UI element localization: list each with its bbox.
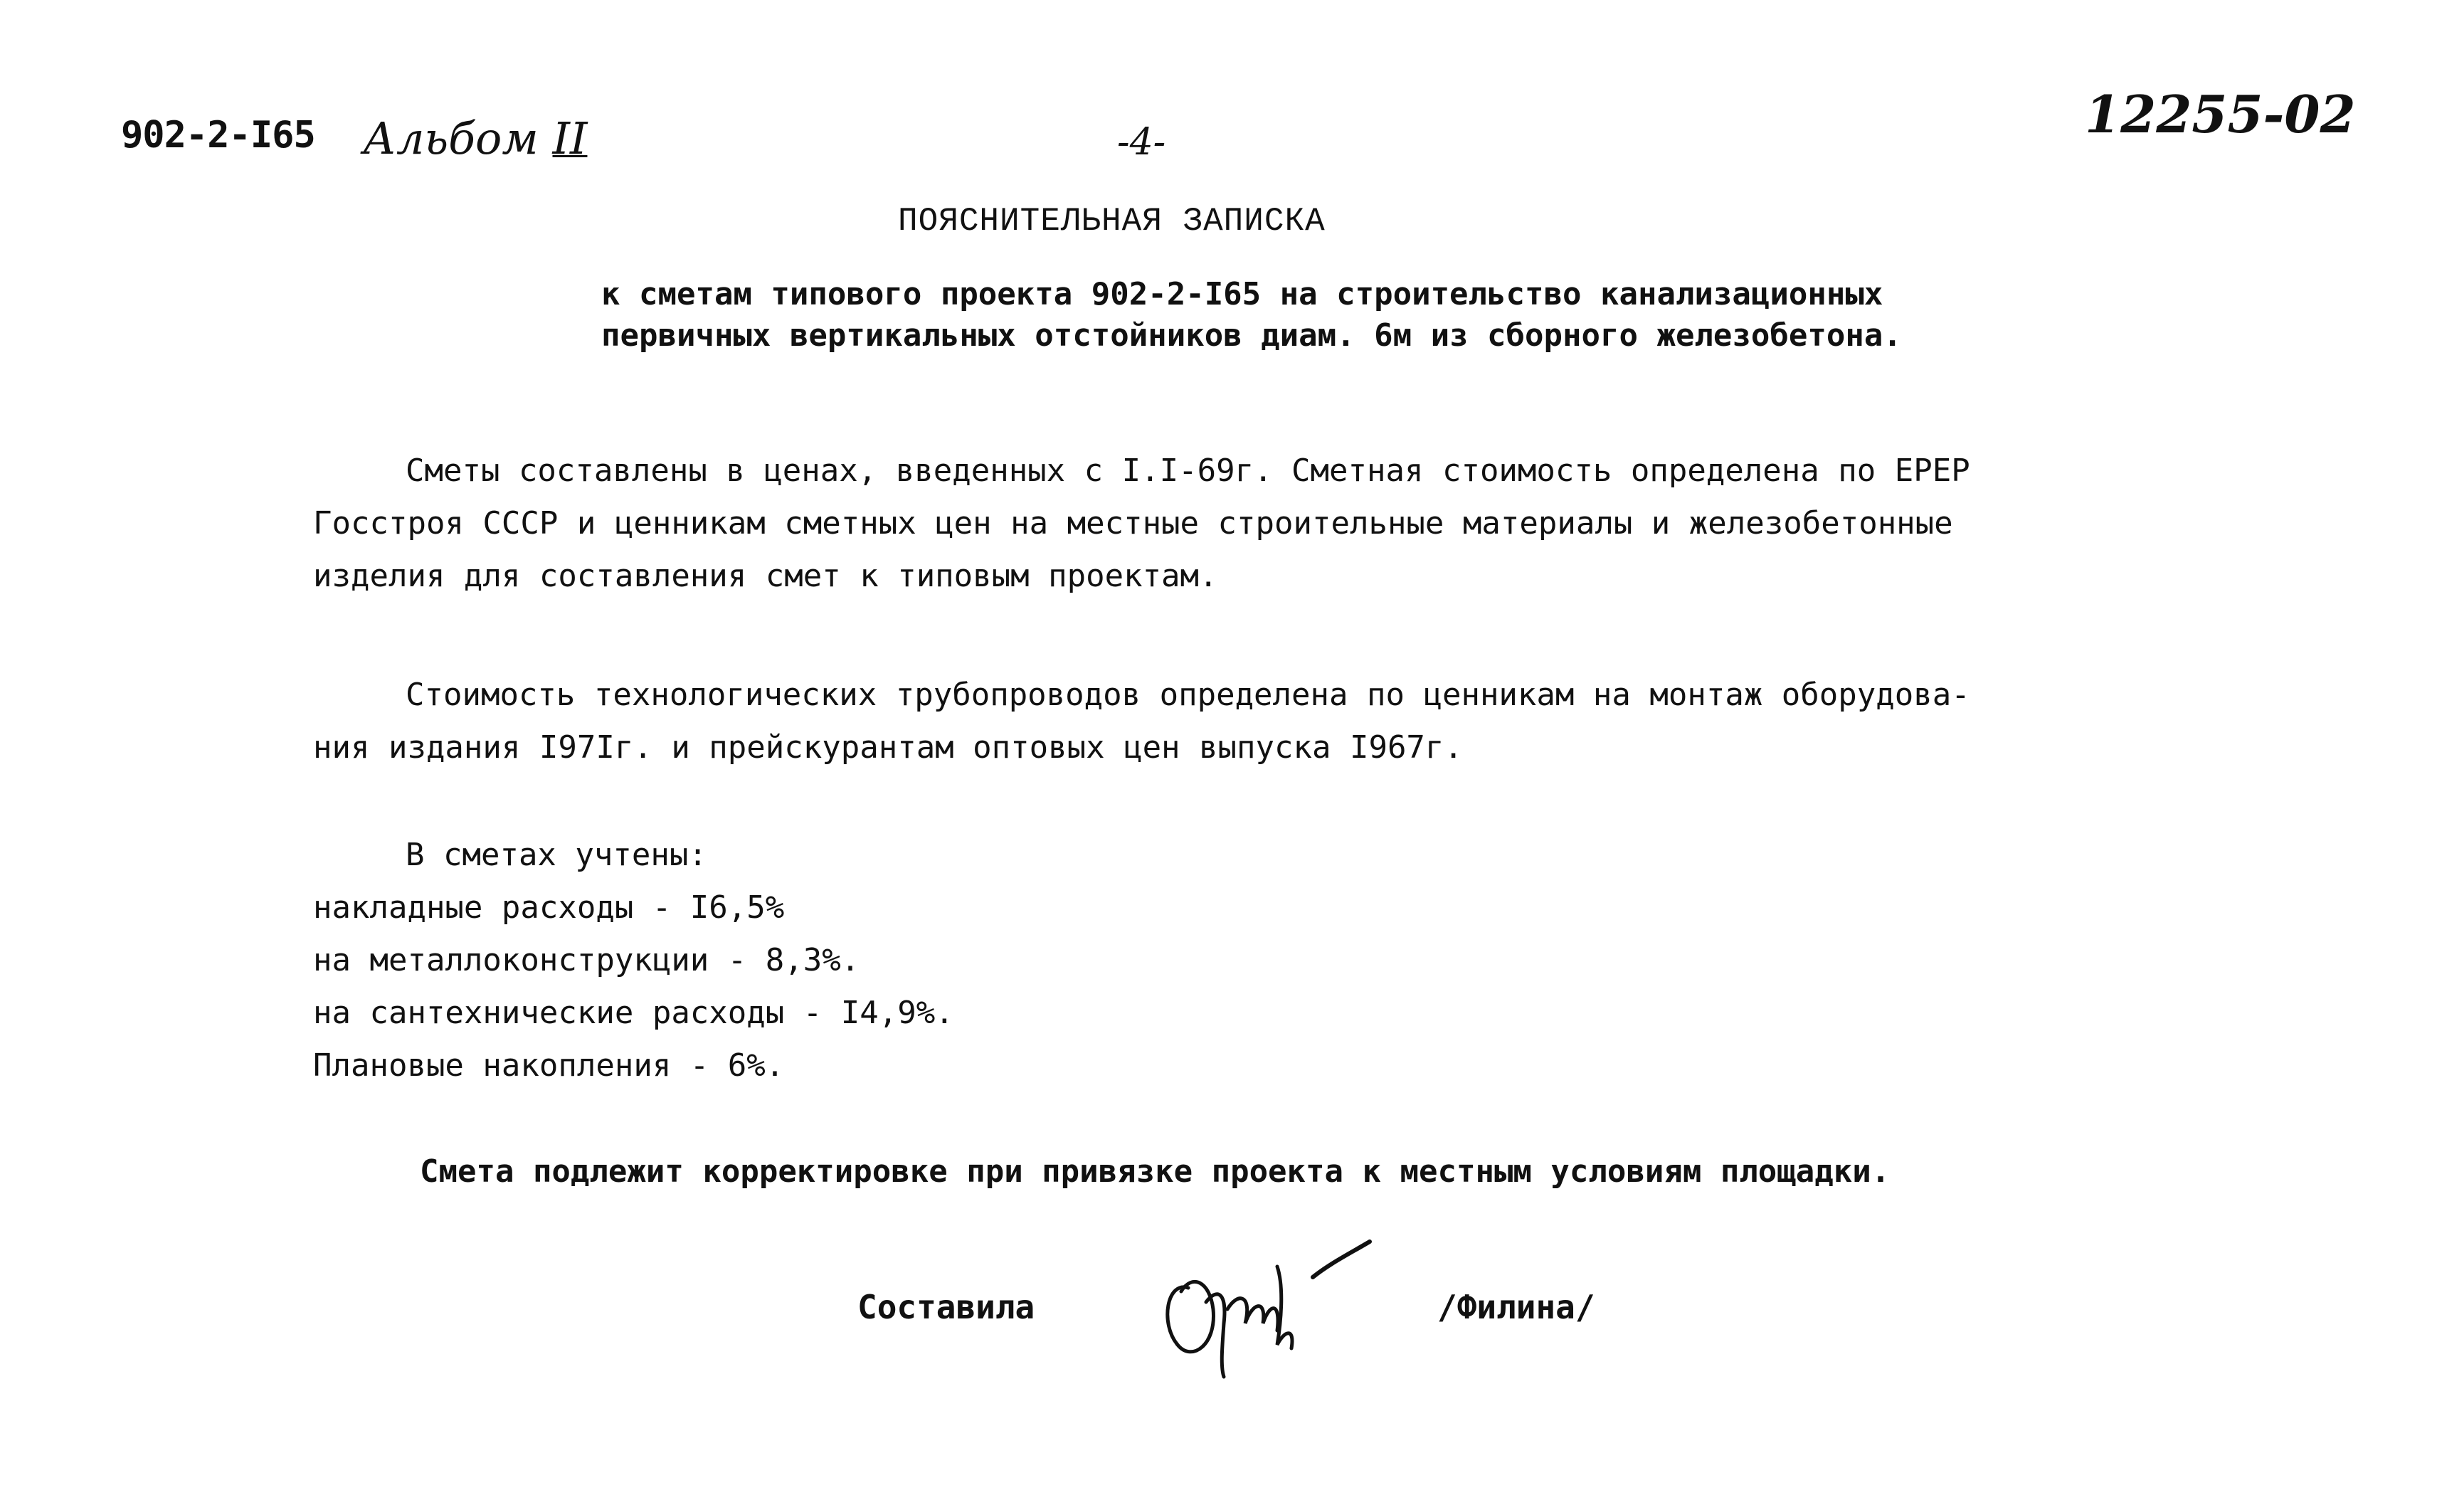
handwritten-signature xyxy=(1138,1224,1395,1395)
list-intro: В сметах учтены: xyxy=(406,837,707,873)
correction-note: Смета подлежит корректировке при привязке проекта к местным условиям площадки. xyxy=(420,1153,1891,1190)
sheet-code: 12255-02 xyxy=(2085,84,2356,144)
album-label xyxy=(363,112,587,164)
signature-label: Составила xyxy=(857,1288,1035,1326)
paragraph-pipelines xyxy=(313,669,1970,774)
subtitle xyxy=(601,274,1902,356)
paragraph-line: ния издания I97Iг. и прейскурантам оптовых цен выпуска I967г. xyxy=(313,729,1463,766)
signatory-name: /Филина/ xyxy=(1437,1288,1595,1326)
paragraph-line: Сметы составлены в ценах, введенных с I.I-69г. Сметная стоимость определена по ЕРЕР xyxy=(406,453,1970,489)
album-word: Альбом xyxy=(363,112,539,164)
list-item: на металлоконструкции - 8,3%. xyxy=(313,942,860,978)
list-item: на сантехнические расходы - I4,9%. xyxy=(313,995,954,1031)
subtitle-line: к сметам типового проекта 902-2-I65 на строительство канализационных xyxy=(601,276,1883,312)
overheads-list xyxy=(313,829,954,1092)
paragraph-line: изделия для составления смет к типовым проектам. xyxy=(313,558,1218,594)
paragraph-prices xyxy=(313,445,1970,603)
list-item: Плановые накопления - 6%. xyxy=(313,1047,785,1084)
album-number: II xyxy=(552,112,588,164)
page-title: ПОЯСНИТЕЛЬНАЯ ЗАПИСКА xyxy=(898,203,1326,240)
paragraph-line: Госстроя СССР и ценникам сметных цен на местные строительные материалы и железобетонные xyxy=(313,505,1953,541)
document-code: 902-2-I65 xyxy=(121,114,315,157)
subtitle-line: первичных вертикальных отстойников диам. 6м из сборного железобетона. xyxy=(601,317,1902,354)
list-item: накладные расходы - I6,5% xyxy=(313,889,785,926)
page-number: -4- xyxy=(1117,121,1166,164)
paragraph-line: Стоимость технологических трубопроводов определена по ценникам на монтаж оборудова- xyxy=(406,677,1970,713)
